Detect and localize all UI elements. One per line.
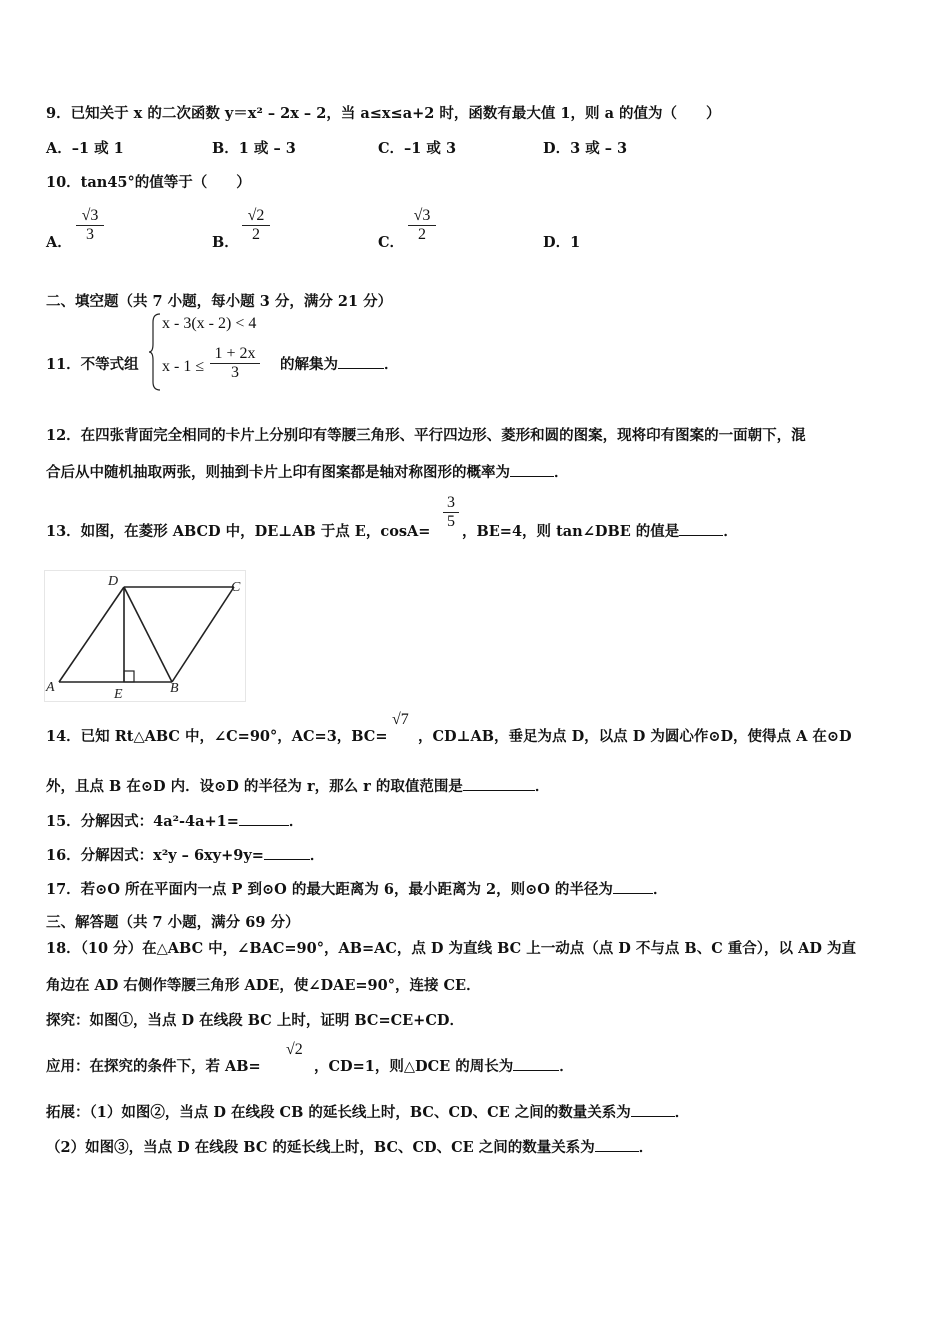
- q11-suffix: 的解集为 ．: [280, 356, 399, 373]
- q11-denominator: 3: [210, 363, 260, 382]
- q9-text: 9．已知关于 x 的二次函数 y＝x² – 2x – 2，当 a≤x≤a+2 时，函数有最大值 1，则 a 的值为（ ）: [46, 105, 721, 122]
- q11-inequality-2-left: x - 1 ≤: [162, 358, 205, 375]
- q10-option-b-label: B．: [212, 234, 239, 251]
- q10-option-a-numerator: √3: [81, 207, 99, 224]
- segment-db: [124, 587, 172, 682]
- q13-part2: ，BE=4，则 tan∠DBE 的值是: [462, 523, 680, 540]
- q18-extend1-wrap: 拓展：（1）如图②，当点 D 在线段 CB 的延长线上时，BC、CD、CE 之间的数量关系为 ．: [46, 1104, 690, 1121]
- q16-text: 16．分解因式：x²y – 6xy+9y=: [46, 847, 264, 864]
- q11-suffix-text: 的解集为: [280, 356, 338, 373]
- label-b: B: [170, 681, 179, 696]
- q9-option-a: A．–1 或 1: [46, 140, 124, 157]
- q14-radical: √7: [392, 711, 409, 728]
- q18-apply-answer-blank[interactable]: [513, 1058, 559, 1071]
- q17-answer-blank[interactable]: [613, 881, 653, 894]
- q18-apply2-wrap: ，CD=1，则△DCE 的周长为 ．: [314, 1058, 574, 1075]
- q18-extend1: 拓展：（1）如图②，当点 D 在线段 CB 的延长线上时，BC、CD、CE 之间的数量关系为: [46, 1104, 631, 1121]
- q14-line2: 外，且点 B 在⊙D 内．设⊙D 的半径为 r，那么 r 的取值范围是: [46, 778, 463, 795]
- q10-option-c-denominator: 2: [408, 225, 436, 244]
- q18-extend2: （2）如图③，当点 D 在线段 BC 的延长线上时，BC、CD、CE 之间的数量关系为: [46, 1139, 595, 1156]
- q13-part2-wrap: ，BE=4，则 tan∠DBE 的值是 ．: [462, 523, 738, 540]
- q18-extend1-answer-blank[interactable]: [631, 1104, 675, 1117]
- q13-part1: 13．如图，在菱形 ABCD 中，DE⊥AB 于点 E，cosA=: [46, 523, 431, 540]
- q18-apply2: ，CD=1，则△DCE 的周长为: [314, 1058, 514, 1075]
- q10-option-b-numerator: √2: [247, 207, 265, 224]
- q18-explore: 探究：如图①，当点 D 在线段 BC 上时，证明 BC=CE+CD．: [46, 1012, 464, 1029]
- q10-option-a-label: A．: [46, 234, 72, 251]
- q10-option-d-label: D．1: [543, 234, 581, 251]
- side-ad: [59, 587, 124, 682]
- q17-wrap: 17．若⊙O 所在平面内一点 P 到⊙O 的最大距离为 6，最小距离为 2，则⊙O 的半径为 ．: [46, 881, 668, 898]
- q14-part2: ，CD⊥AB，垂足为点 D，以点 D 为圆心作⊙D，使得点 A 在⊙D: [418, 728, 852, 745]
- q18-extend2-answer-blank[interactable]: [595, 1139, 639, 1152]
- q14-answer-blank[interactable]: [463, 778, 535, 791]
- label-a: A: [46, 680, 55, 695]
- q10-option-a-denominator: 3: [76, 225, 104, 244]
- q11-brace-icon: [148, 312, 162, 392]
- q12-answer-blank[interactable]: [510, 464, 554, 477]
- q10-text: 10．tan45°的值等于（ ）: [46, 174, 251, 191]
- q11-inequality-1: x - 3(x - 2) < 4: [162, 315, 257, 332]
- q16-answer-blank[interactable]: [264, 847, 310, 860]
- q15-answer-blank[interactable]: [239, 813, 289, 826]
- q13-answer-blank[interactable]: [679, 523, 723, 536]
- section-3-heading: 三、解答题（共 7 小题，满分 69 分）: [46, 914, 300, 931]
- q9-option-b: B．1 或 – 3: [212, 140, 296, 157]
- q11-fraction: [210, 345, 260, 382]
- q13-denominator: 5: [443, 512, 459, 531]
- rhombus-figure: [44, 570, 246, 702]
- q10-option-a-fraction: [76, 207, 104, 244]
- q16-wrap: 16．分解因式：x²y – 6xy+9y= ．: [46, 847, 325, 864]
- q18-apply1: 应用：在探究的条件下，若 AB=: [46, 1058, 261, 1075]
- q11-numerator: 1 + 2x: [214, 345, 256, 362]
- q13-fraction: [443, 494, 459, 531]
- q14-part1: 14．已知 Rt△ABC 中，∠C=90°，AC=3，BC=: [46, 728, 388, 745]
- q9-option-d: D．3 或 – 3: [543, 140, 628, 157]
- q15-text: 15．分解因式：4a²-4a+1=: [46, 813, 239, 830]
- label-c: C: [231, 580, 241, 595]
- q10-option-c-fraction: [408, 207, 436, 244]
- label-e: E: [114, 687, 123, 702]
- q11-prefix: 11．不等式组: [46, 356, 139, 373]
- q10-option-b-fraction: [242, 207, 270, 244]
- q18-apply-radical: √2: [286, 1041, 303, 1058]
- q18-extend2-wrap: （2）如图③，当点 D 在线段 BC 的延长线上时，BC、CD、CE 之间的数量关系为 ．: [46, 1139, 654, 1156]
- q12-line2: 合后从中随机抽取两张，则抽到卡片上印有图案都是轴对称图形的概率为: [46, 464, 510, 481]
- q14-line2-wrap: 外，且点 B 在⊙D 内．设⊙D 的半径为 r，那么 r 的取值范围是 ．: [46, 778, 550, 795]
- label-d: D: [108, 574, 119, 589]
- q13-numerator: 3: [447, 494, 455, 511]
- right-angle-mark: [124, 671, 134, 682]
- q10-option-c-numerator: √3: [413, 207, 431, 224]
- q11-answer-blank[interactable]: [338, 356, 384, 369]
- q17-text: 17．若⊙O 所在平面内一点 P 到⊙O 的最大距离为 6，最小距离为 2，则⊙O 的半径为: [46, 881, 613, 898]
- q9-option-c: C．–1 或 3: [378, 140, 457, 157]
- section-2-heading: 二、填空题（共 7 小题，每小题 3 分，满分 21 分）: [46, 293, 393, 310]
- q18-line1: 18．（10 分）在△ABC 中，∠BAC=90°，AB=AC，点 D 为直线 BC 上一动点（点 D 不与点 B、C 重合），以 AD 为直: [46, 940, 856, 957]
- q18-line2: 角边在 AD 右侧作等腰三角形 ADE，使∠DAE=90°，连接 CE．: [46, 977, 481, 994]
- q15-wrap: 15．分解因式：4a²-4a+1= ．: [46, 813, 304, 830]
- q10-option-c-label: C．: [378, 234, 405, 251]
- side-cb: [172, 587, 234, 682]
- q12-line1: 12．在四张背面完全相同的卡片上分别印有等腰三角形、平行四边形、菱形和圆的图案，现将印有图案的一面朝下，混: [46, 427, 806, 444]
- q10-option-b-denominator: 2: [242, 225, 270, 244]
- q12-line2-wrap: 合后从中随机抽取两张，则抽到卡片上印有图案都是轴对称图形的概率为 ．: [46, 464, 569, 481]
